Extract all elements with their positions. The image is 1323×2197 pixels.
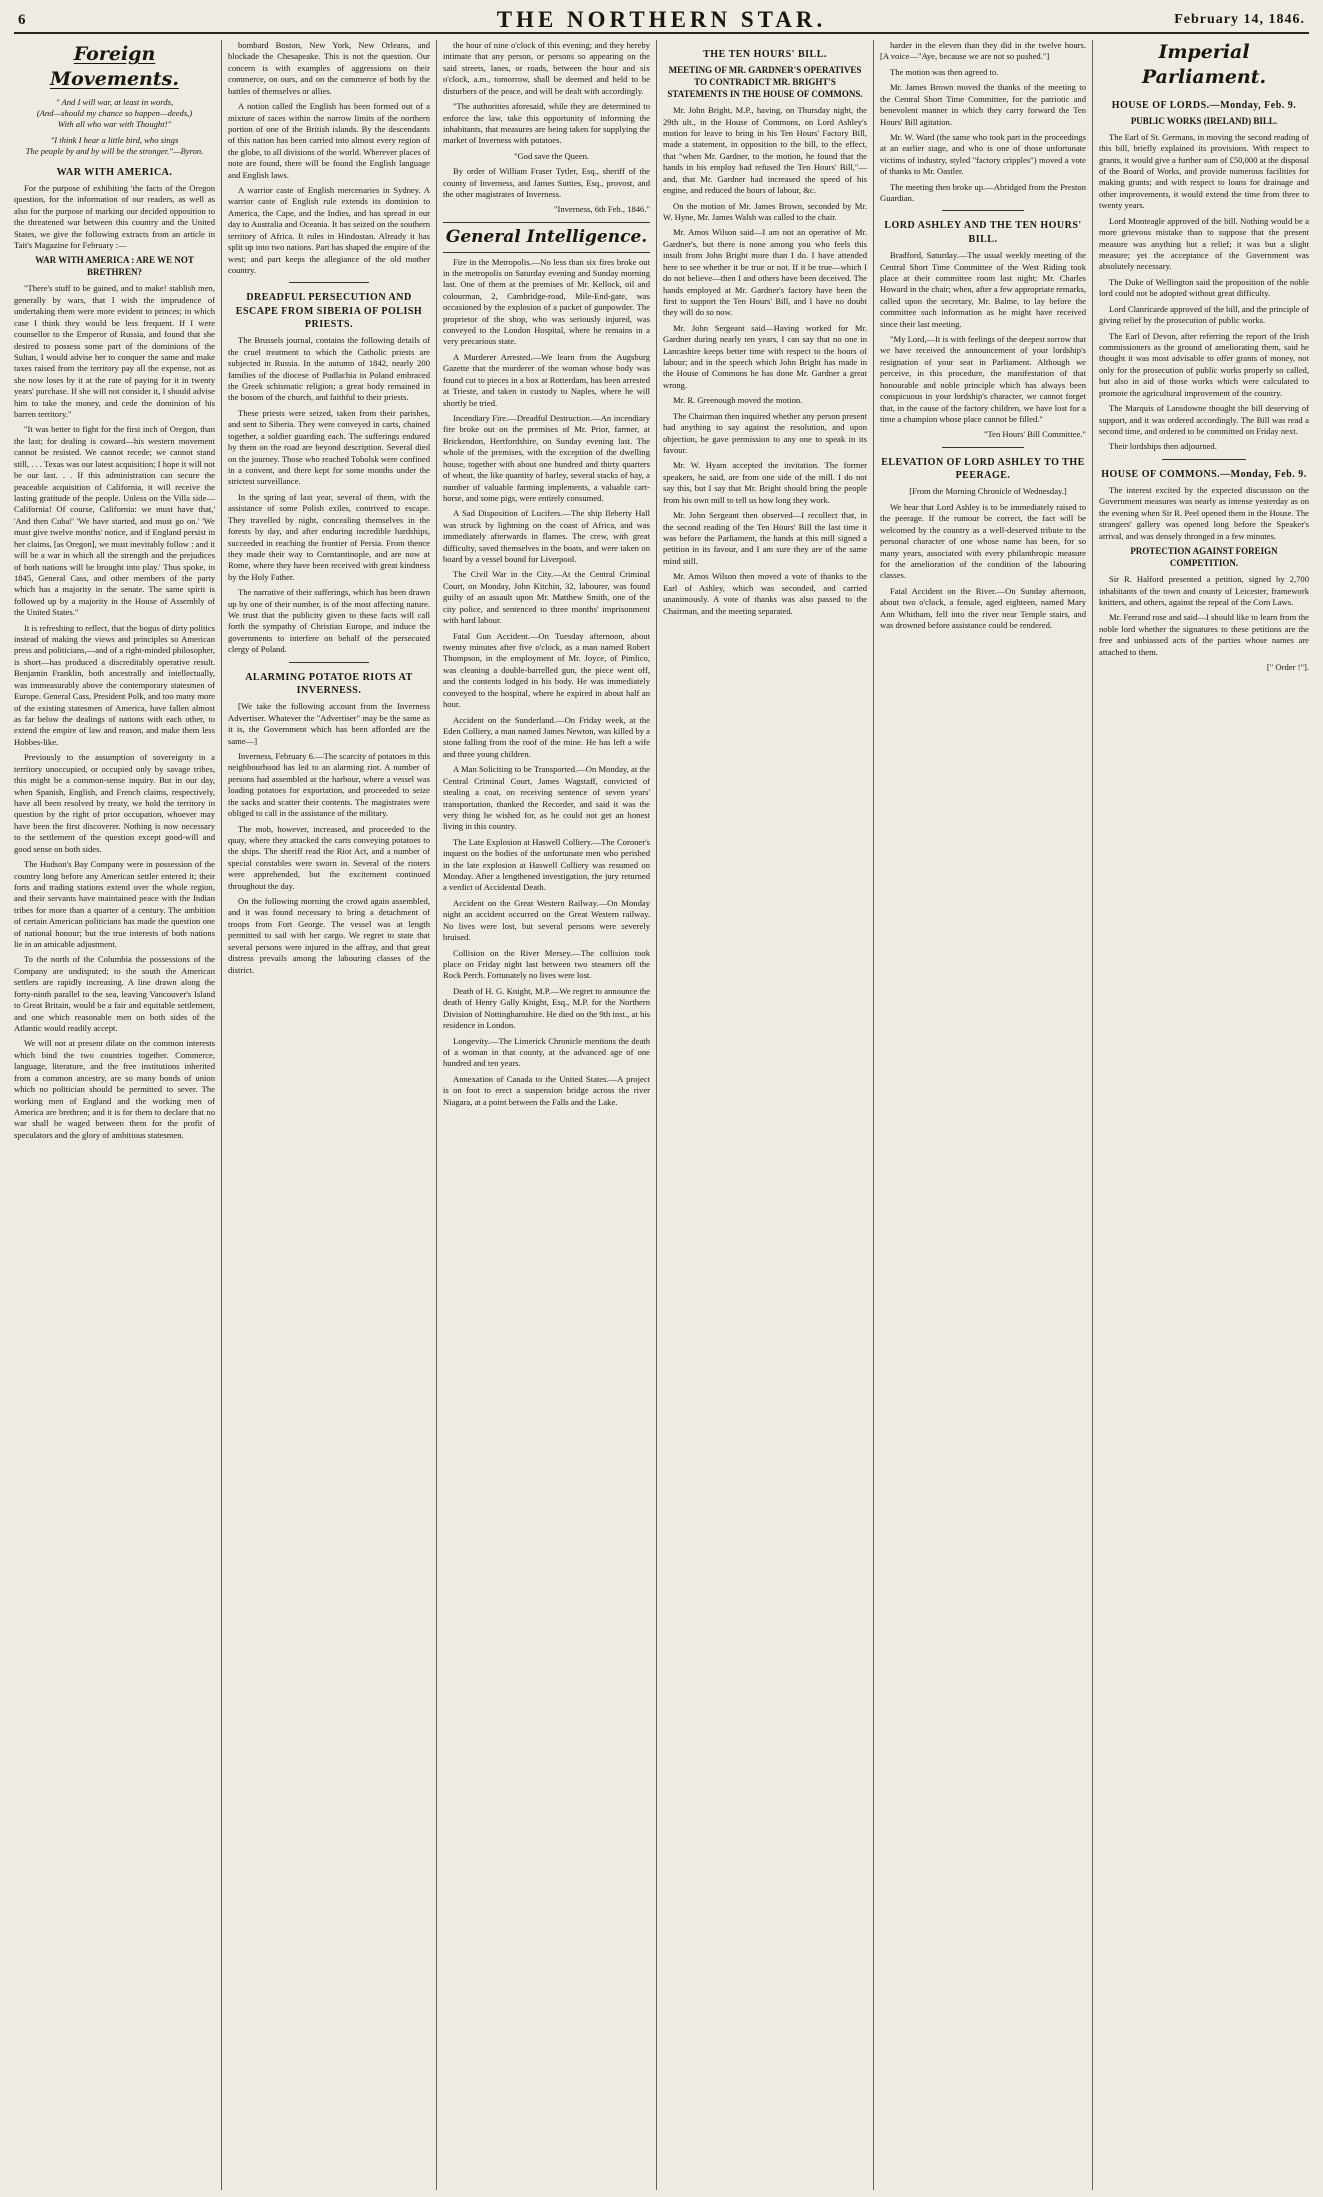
section-heading: General Intelligence. <box>443 222 650 253</box>
paragraph: The narrative of their sufferings, which has been drawn up by one of their number, is of the most affecting nature. We trust that the publicity given to these facts will call forth the sympathy of Christian Europe, and induce the governments to interfere on behalf of the persecuted clergy of Poland. <box>228 587 430 655</box>
paragraph: Sir R. Halford presented a petition, signed by 2,700 inhabitants of the town and county of Leicester, framework knitters, and others, against the repeal of the Corn Laws. <box>1099 574 1309 607</box>
section-heading: Foreign Movements. <box>50 43 179 91</box>
paragraph: Mr. W. Ward (the same who took part in the proceedings at an earlier stage, and who is one of those unfortunate victims of industry, styled "factory cripples") moved a vote of thanks to Mr. Oastler. <box>880 131 1086 177</box>
paragraph: Mr. John Bright, M.P., having, on Thursday night, the 29th ult., in the House of Commons, on Lord Ashley's motion for leave to bring in his Ten Hours' Factory Bill, made a statement, in opposition to the bill, to the effect, that "when Mr. Gardner, to the motion, he found that the hands in his employ had refused the Ten Hours' Bill,"—and, that Mr. Gardner had increased the speed of his engine, and reduced the hours of labour, &c. <box>663 105 867 196</box>
signature: "Ten Hours' Bill Committee." <box>983 429 1086 440</box>
paragraph: The Earl of Devon, after referring the report of the Irish commissioners as the ground of ameliorating them, said he thought it was most advisable to offer grants of money, not only for the prosecution of public works properly so called, but also in aid of those works which were calculated to promote the agricultural improvement of the country. <box>1099 330 1309 398</box>
paragraph: harder in the eleven than they did in the twelve hours. [A voice—"Aye, because we are not so pushed."] <box>880 40 1086 62</box>
divider <box>942 447 1024 448</box>
paragraph: The motion was then agreed to. <box>890 66 999 77</box>
paragraph: The mob, however, increased, and proceeded to the quay, where they attacked the carts conveying potatoes to the ships. The sheriff read the Riot Act, and a number of special constables were sworn in. Several of the rioters were apprehended, but the excitement continued throughout the day. <box>228 823 430 891</box>
paragraph: On the following morning the crowd again assembled, and it was found necessary to bring a detachment of troops from Fort George. The vessel was at length permitted to sail with her cargo. We regret to state that several persons were injured in the affray, and that great distress prevails among the labouring classes of the district. <box>228 896 430 975</box>
paragraph: bombard Boston, New York, New Orleans, and blockade the Chesapeake. This is not the question. Our concern is with examples of aggressions on their commerce, on ours, and on the commerce of both by the battles of themselves or allies. <box>228 40 430 96</box>
paragraph: "My Lord,—It is with feelings of the deepest sorrow that we have received the announcement of your lordship's resignation of your seat in Parliament. Although we perceive, in this procedure, the manifestation of that honourable and noble principle which has always been conspicuous in your lordship's character, we cannot forget that, in the cause of the factory children, we have lost for a time a champion whose place cannot be filled." <box>880 334 1086 424</box>
paragraph: [" Order !"]. <box>1266 662 1309 673</box>
section-heading: Imperial Parliament. <box>1141 41 1267 89</box>
issue-date: February 14, 1846. <box>1174 12 1305 27</box>
paragraph: Fatal Accident on the River.—On Sunday afternoon, about two o'clock, a female, aged eighteen, named Mary Ann Whitham, fell into the river near Temple stairs, and was drowned before assistance could be rendered. <box>880 585 1086 631</box>
column-rule <box>873 40 874 2190</box>
column-2 <box>224 40 434 2190</box>
article-title: HOUSE OF LORDS.—Monday, Feb. 9. <box>1111 99 1297 111</box>
article-title: THE TEN HOURS' BILL. <box>703 49 827 60</box>
paragraph: The Marquis of Lansdowne thought the bill deserving of support, and it was ordered accordingly. The Bill was read a second time, and ordered to be committed on Friday next. <box>1099 403 1309 436</box>
paragraph: The Chairman then inquired whether any person present had anything to say against the resolution, and upon objection, he gave permission to any one to speak in its favour. <box>663 410 867 456</box>
article-subtitle: WAR WITH AMERICA : ARE WE NOT BRETHREN? <box>35 255 194 278</box>
paragraph: The Hudson's Bay Company were in possession of the country long before any American settler entered it; their forts and trading stations extend over the whole region, and their servants have maintained peace with the Indian tribes for more than a quarter of a century. The ambition of certain American politicians has made the question one of national honour; but the true interests of both nations lie in an amicable adjustment. <box>14 859 215 950</box>
article-title: HOUSE OF COMMONS.—Monday, Feb. 9. <box>1101 468 1307 480</box>
column-rule <box>436 40 437 2190</box>
paragraph: The Brussels journal, contains the following details of the cruel treatment to which the Catholic priests are subjected in Russia. In the autumn of 1842, nearly 200 families of the diocese of Podlachia in Poland embraced the Greek schismatic religion; a great body remained in the bosom of the church, and faithful to their priests. <box>228 335 430 403</box>
paragraph: Mr. Amos Wilson then moved a vote of thanks to the Earl of Ashley, which was seconded, and carried unanimously. A vote of thanks was also passed to the Chairman, and the meeting separated. <box>663 571 867 616</box>
epigraph: "I think I hear a little bird, who sings The people by and by will be the stronger."—Byron. <box>25 134 204 157</box>
article-title: WAR WITH AMERICA. <box>56 166 173 178</box>
paragraph: Mr. John Sergeant said—Having worked for Mr. Gardner during nearly ten years, I can say that no one in Lancashire keeps better time with respect to the hours of labour; and in the speech which John Bright has made in the House of Commons he has done Mr. Gardner a great wrong. <box>663 322 867 390</box>
paragraph: We hear that Lord Ashley is to be immediately raised to the peerage. If the rumour be correct, the fact will be welcomed by the country as a well-deserved tribute to the personal character of one whose name has been, for so many years, associated with every philanthropic measure for the amelioration of the condition of the labouring classes. <box>880 501 1086 581</box>
column-rule <box>1092 40 1093 2190</box>
paragraph: The Civil War in the City.—At the Central Criminal Court, on Monday, John Kitchin, 32, labourer, was found guilty of an assault upon Mr. Matthew Smith, one of the city police, and sentenced to three months' imprisonment with hard labour. <box>443 569 650 626</box>
column-rule <box>656 40 657 2190</box>
paragraph: Longevity.—The Limerick Chronicle mentions the death of a woman in that county, at the advanced age of one hundred and ten years. <box>443 1035 650 1069</box>
paragraph: "The authorities aforesaid, while they are determined to enforce the law, take this opportunity of informing the inhabitants, that measures are being taken for supplying the market of Inverness with potatoes. <box>443 101 650 146</box>
divider <box>1162 459 1246 460</box>
paragraph: The interest excited by the expected discussion on the Government measures was nearly as intense yesterday as on the evening when Sir R. Peel opened them in the House. The strangers' gallery was opened long before the Speaker's arrival, and was densely thronged in a few minutes. <box>1099 485 1309 541</box>
column-6 <box>1095 40 1313 2190</box>
divider <box>289 282 370 283</box>
paragraph: Mr. W. Hyam accepted the invitation. The former speakers, he said, are from one side of the mill. I do not say this, but I say that Mr. Bright should bring the people from his own mill to tell us how long they work. <box>663 460 867 505</box>
paragraph: the hour of nine o'clock of this evening; and they hereby intimate that any person, or persons so appearing on the said streets, lanes, or roads, between the hour and six o'clock, a.m., tomorrow, shall be deemed and held to be disturbers of the peace, and will be dealt with accordingly. <box>443 40 650 96</box>
paragraph: Mr. John Sergeant then observed—I recollect that, in the second reading of the Ten Hours' Bill the last time it was before the Parliament, the hands at this mill signed a petition in its favour, and I am sure they are of the same mind still. <box>663 510 867 566</box>
column-rule <box>221 40 222 2190</box>
paragraph: By order of William Fraser Tytler, Esq., sheriff of the county of Inverness, and James Sutties, Esq., provost, and the other magistrates of Inverness. <box>443 166 650 200</box>
paragraph: The meeting then broke up.—Abridged from the Preston Guardian. <box>880 181 1086 204</box>
paragraph: Lord Clanricarde approved of the bill, and the principle of giving relief by the prosecution of public works. <box>1099 303 1309 326</box>
paragraph: Accident on the Sunderland.—On Friday week, at the Eden Colliery, a man named James Newton, was killed by a stone falling from the roof of the mine. He has left a wife and three young children. <box>443 714 650 759</box>
article-title: LORD ASHLEY AND THE TEN HOURS' BILL. <box>884 220 1082 245</box>
article-subtitle: PUBLIC WORKS (IRELAND) BILL. <box>1130 115 1278 126</box>
paragraph: "There's stuff to be gained, and to make! stablish men, generally by wars, that I wish the imprudence of undertaking them were more evident to princes; in which case I think they would be less frequent. If I were counsellor to the Emperor of Russia, and found that she desired to possess some part of the dominions of the Sultan, I would advise her to conquer the same and make taxes raised from the territory pay all the expense, not as she now loses by it at the rate of paying for it in twenty years' purchase. If she will not consider it, I should advise him to take the money, and cede the dominion of his barren territory." <box>14 283 215 420</box>
paragraph: On the motion of Mr. James Brown, seconded by Mr. W. Hyne, Mr. James Walsh was called to the chair. <box>663 200 867 222</box>
signature: "Inverness, 6th Feb., 1846." <box>553 204 650 215</box>
divider <box>289 662 370 663</box>
paragraph: "It was better to fight for the first inch of Oregon, than the last; for dealing is coward—his western movement cannot be resisted. We cannot recede; we cannot stand still, . . . Texas was our latest acquisition; I hope it will not be our last. . . If this administration can secure the peaceable acquisition of California, it will receive the lasting gratitude of the people. Unless on the Villa side—California! Of course, California: we must have that,' 'And then Cuba!' 'We have started, and must go on.' 'We must give twelve months' notice, and if England persist in her claims, [as Oregon], we must inevitably follow : and it will be a war in which all the strength and the prejudices of both nations will be brought into play.' Thus spoke, in 1845, General Cass, and other members of the party which has a majority in the senate. The same spirit is followed up by a majority in the House of Assembly of the United States." <box>14 424 215 618</box>
article-title: ELEVATION OF LORD ASHLEY TO THE PEERAGE. <box>881 456 1085 482</box>
paragraph: It is refreshing to reflect, that the bogus of dirty politics instead of making the views and principles so American press and politicians,—and of a right-minded philosopher, is short—has produced a discreditably operative result. Benjamin Franklin, both ancestrally and intellectually, was immeasurably above the contemporary statesmen of Europe. General Cass, President Polk, and too many more of the existing statesmen of America, have fallen almost as far below the dealings of nations with each other, to extend the empire of law and reason, and make them less Hobbes-like. <box>14 622 215 747</box>
paragraph: "God save the Queen. <box>513 150 590 161</box>
column-5 <box>876 40 1090 2190</box>
paragraph: Their lordships then adjourned. <box>1109 441 1217 452</box>
paragraph: Death of H. G. Knight, M.P.—We regret to announce the death of Henry Gally Knight, Esq., M.P. for the Northern Division of Nottinghamshire. He died on the 9th inst., at his residence in London. <box>443 985 650 1031</box>
paragraph: [From the Morning Chronicle of Wednesday.] <box>909 486 1067 497</box>
paragraph: Fire in the Metropolis.—No less than six fires broke out in the metropolis on Saturday evening and Sunday morning last. One of them at the premises of Mr. Kellock, oil and colourman, 2, Cambridge-road, Mile-End-gate, was occasioned by the explosion of a packet of gunpowder. The proprietor of the shop, who was seriously injured, was conveyed to the London Hospital, where he remains in a very precarious state. <box>443 256 650 347</box>
paragraph: A Man Soliciting to be Transported.—On Monday, at the Central Criminal Court, James Wagstaff, convicted of stealing a coat, on receiving sentence of seven years' transportation, thanked the Recorder, and said it was the very thing he wished for, as he could not get an honest living in this country. <box>443 764 650 832</box>
paragraph: Lord Monteagle approved of the bill. Nothing would be a more grievous mistake than to suppose that the present measure was anything but a relief; it was but a slight measure; yet the acceptance of the Government was absolutely necessary. <box>1099 215 1309 272</box>
column-4 <box>659 40 871 2190</box>
paragraph: [We take the following account from the Inverness Advertiser. Whatever the "Advertiser" may be the same as it is, the Government which has been afforded are the same—] <box>228 701 430 746</box>
page-number: 6 <box>18 12 26 28</box>
newspaper-title: THE NORTHERN STAR. <box>496 7 827 32</box>
paragraph: Annexation of Canada to the United States.—A project is on foot to erect a suspension bridge across the river Niagara, at a point between the Falls and the Lake. <box>443 1073 650 1107</box>
paragraph: Bradford, Saturday.—The usual weekly meeting of the Central Short Time Committee of the West Riding took place at their committee room last night; Mr. Charles Howard in the chair; when, after a few appropriate remarks, called upon the secretary, Mr. Balme, to lay before the committee such information as he might have received since their last meeting. <box>880 250 1086 329</box>
masthead <box>14 6 1309 34</box>
paragraph: Mr. James Brown moved the thanks of the meeting to the Central Short Time Committee, for the patriotic and benevolent manner in which they carry forward the Ten Hours' Bill agitation. <box>880 82 1086 127</box>
paragraph: These priests were seized, taken from their parishes, and sent to Siberia. They were conveyed in carts, chained together, a soldier guarding each. The sufferings endured by them on the road are beyond description. Several died on the journey. Those who reached Tobolsk were confined in a convent, and there kept for some months under the strictest surveillance. <box>228 407 430 487</box>
column-1 <box>10 40 219 2190</box>
paragraph: To the north of the Columbia the possessions of the Company are undisputed; to the south the American settlers are rapidly increasing. A line drawn along the forty-ninth parallel to the sea, leaving Vancouver's Island to Great Britain, would be a fair and equitable settlement, and one which reasonable men on both sides of the Atlantic would readily accept. <box>14 954 215 1033</box>
paragraph: A Sad Disposition of Lucifers.—The ship Ileberty Hall was struck by lightning on the coast of Africa, and was immediately afterwards in flames. The crew, with great difficulty, saved themselves in the boats, and were taken on board by a vessel bound for Liverpool. <box>443 508 650 565</box>
article-subtitle: MEETING OF MR. GARDNER'S OPERATIVES TO CONTRADICT MR. BRIGHT'S STATEMENTS IN THE HOUSE OF COMMONS. <box>667 65 863 100</box>
paragraph: A warrior caste of English mercenaries in Sydney. A warrior caste of English rule extends its dominion to America, the Cape, and the Indies, and has spread in our day to Australia and Oceania. It has seized on the southern territory of Africa. It rules in Hindostan. Already it has split up into two nations. Part has shaped the empire of the west; and part keeps the allegiance of the old mother country. <box>228 185 430 276</box>
paragraph: We will not at present dilate on the common interests which bind the two countries together. Commerce, language, literature, and the free institutions inherited from a common ancestry, are so many bonds of union which no politician should be permitted to sever. The working men of England and the working men of America are brethren; and it is for them to declare that no war shall be waged between them for the profit of speculators and the glory of ambitious statesmen. <box>14 1038 215 1140</box>
paragraph: Collision on the River Mersey.—The collision took place on Friday night last between two steamers off the Rock Perch. Fortunately no lives were lost. <box>443 947 650 981</box>
divider <box>942 210 1024 211</box>
paragraph: Inverness, February 6.—The scarcity of potatoes in this neighbourhood has led to an alarming riot. A number of persons had assembled at the harbour, where a vessel was loading potatoes for exportation, and proceeded to seize the sacks and scatter their contents. The magistrates were obliged to call in the assistance of the military. <box>228 751 430 819</box>
article-title: ALARMING POTATOE RIOTS AT INVERNESS. <box>245 671 413 697</box>
paragraph: Mr. Amos Wilson said—I am not an operative of Mr. Gardner's, but there is none among you who feels this insult from John Bright more than I do. I have attended here to see whether it be true or not. If it be true—which I do not believe—then I and others have been deceived. The hands employed at Mr. Gardner's factory have been the first to support the Ten Hours' Bill, and I have no doubt they will do so now. <box>663 227 867 318</box>
article-subtitle: PROTECTION AGAINST FOREIGN COMPETITION. <box>1130 546 1278 569</box>
paragraph: Previously to the assumption of sovereignty in a territory unoccupied, or occupied only by savage tribes, this might be a common-sense inquiry. But in our day, when Spanish, English, and French claims, respectively, have all been resolved by treaty, we hold the territory in question by the right of prior occupation, whoever may have been the first discoverer. Nothing is now necessary to the settlement of the question except good-will and good sense on both sides. <box>14 752 215 854</box>
paragraph: The Late Explosion at Haswell Colliery.—The Coroner's inquest on the bodies of the unfortunate men who perished in the late explosion at Haswell Colliery was resumed on Monday. After a lengthened investigation, the jury returned a verdict of Accidental Death. <box>443 836 650 893</box>
article-title: DREADFUL PERSECUTION AND ESCAPE FROM SIBERIA OF POLISH PRIESTS. <box>235 292 423 331</box>
column-3 <box>439 40 654 2190</box>
paragraph: Fatal Gun Accident.—On Tuesday afternoon, about twenty minutes after five o'clock, as a man named Robert Thompson, in the employment of Mr. Joyce, of Pimlico, was cleaning a double-barrelled gun, the piece went off, and the contents lodged in his body. He was immediately conveyed to the hospital, where he expired in about half an hour. <box>443 630 650 710</box>
paragraph: A notion called the English has been formed out of a mixture of races within the narrow limits of the northern portion of one of the British islands. By the descendants of this nation has been carried into almost every region of the globe, to all divisions of the world. Wherever places of note are found, there will be found the English language and English laws. <box>228 101 430 180</box>
epigraph: " And I will war, at least in words, (And—should my chance so happen—deeds,) With all who war with Thought!" <box>36 96 193 130</box>
paragraph: Mr. Ferrand rose and said—I should like to learn from the noble lord whether the signatures to these petitions are the free and unbiassed acts of the parties whose names are attached to them. <box>1099 612 1309 657</box>
paragraph: In the spring of last year, several of them, with the assistance of some Polish exiles, contrived to escape. They travelled by night, concealing themselves in the forests by day, and after enduring incredible hardships, succeeded in reaching the frontier of Persia. From thence they made their way to Constantinople, and are now at Rome, where they have been received with great kindness by the Holy Father. <box>228 491 430 582</box>
paragraph: Mr. R. Greenough moved the motion. <box>673 395 803 406</box>
paragraph: The Earl of St. Germans, in moving the second reading of this bill, briefly explained its provisions. With respect to grants, it would give a further sum of £50,000 at the disposal of the Board of Works, and provide numerous facilities for making grants; and with respect to loans for drainage and other improvements, it would extend the time from three to twenty years. <box>1099 131 1309 211</box>
paragraph: Accident on the Great Western Railway.—On Monday night an accident occurred on the Great Western railway. No lives were lost, but several persons were severely bruised. <box>443 897 650 943</box>
paragraph: A Murderer Arrested.—We learn from the Augsburg Gazette that the murderer of the woman whose body was found cut to pieces in a box at Rotterdam, has been arrested at Trieste, and taken in custody to Naples, where he will shortly be tried. <box>443 351 650 408</box>
paragraph: For the purpose of exhibiting 'the facts of the Oregon question, for the information of our readers, as well as also for the purpose of marking our decided opposition to the threatened war between this country and the United States, we give the following extracts from an article in Tait's Magazine for February :— <box>14 182 215 251</box>
paragraph: Incendiary Fire.—Dreadful Destruction.—An incendiary fire broke out on the premises of Mr. Prior, farmer, at Brickendon, Hertfordshire, on Sunday evening last. The whole of the premises, with the exception of the dwelling house, together with about one hundred and thirty quarters of wheat, the like quantity of barley, several stacks of hay, a number of valuable farming implements, a valuable cart-horse, and some pigs, were entirely consumed. <box>443 413 650 503</box>
paragraph: The Duke of Wellington said the proposition of the noble lord could not be adopted without great difficulty. <box>1099 276 1309 299</box>
